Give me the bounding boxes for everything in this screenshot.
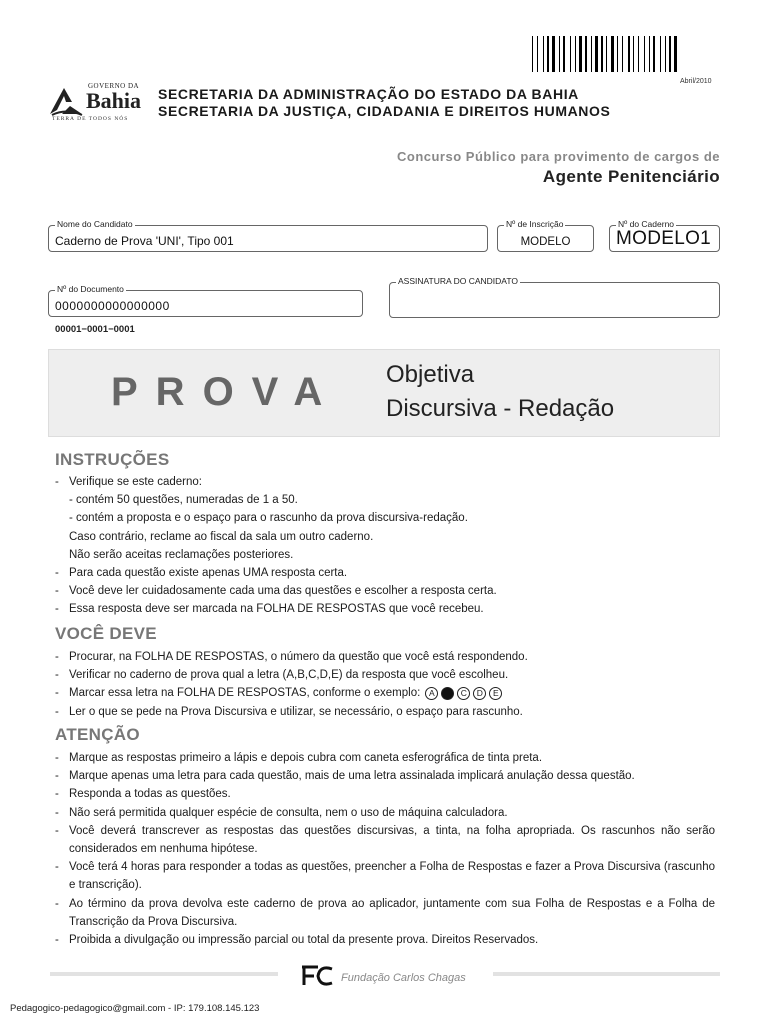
list-item: Caso contrário, reclame ao fiscal da sala um outro caderno.	[69, 530, 374, 543]
nome-label: Nome do Candidato	[57, 219, 133, 229]
documento-value: 0000000000000000	[55, 299, 170, 313]
list-item: - Você deve ler cuidadosamente cada uma das questões e escolher a resposta certa.	[55, 585, 497, 598]
atencao-list	[55, 749, 715, 949]
footer-org: Fundação Carlos Chagas	[341, 972, 466, 984]
barcode-bar	[539, 36, 542, 72]
barcode-bar	[662, 36, 664, 72]
barcode-bar	[649, 36, 650, 72]
bubble-d-icon: D	[473, 687, 486, 700]
barcode-bar	[633, 36, 634, 72]
instrucoes-list	[55, 473, 715, 619]
voce-deve-title: VOCÊ DEVE	[55, 624, 157, 643]
barcode-bar	[617, 36, 618, 72]
assinatura-label: ASSINATURA DO CANDIDATO	[398, 276, 518, 286]
header-title	[158, 86, 610, 120]
barcode-bar	[644, 36, 645, 72]
barcode-bar	[552, 36, 555, 72]
example-bubbles	[425, 687, 502, 700]
instrucoes-title: INSTRUÇÕES	[55, 450, 170, 469]
barcode-bar	[615, 36, 616, 72]
barcode-bar	[624, 36, 627, 72]
list-item: Não serão aceitas reclamações posteriores.	[69, 548, 294, 561]
footer-rule-right	[493, 972, 720, 976]
code-line: 00001−0001−0001	[55, 324, 135, 335]
barcode-bar	[534, 36, 536, 72]
barcode-bar	[591, 36, 592, 72]
barcode-bar	[669, 36, 671, 72]
barcode-bar	[604, 36, 605, 72]
barcode-bar	[665, 36, 666, 72]
list-item: - Proibida a divulgação ou impressão parcial ou total da presente prova. Direitos Reservados.	[55, 934, 539, 947]
bahia-logo	[48, 82, 148, 124]
barcode-bar	[611, 36, 614, 72]
barcode-bar	[638, 36, 639, 72]
caderno-field	[609, 219, 720, 252]
barcode-bar	[651, 36, 652, 72]
barcode-bar	[628, 36, 630, 72]
barcode-bar	[656, 36, 659, 72]
barcode-bar	[593, 36, 594, 72]
logo-mark-icon	[48, 84, 84, 118]
list-item: - Verificar no caderno de prova qual a letra (A,B,C,D,E) da resposta que você escolheu.	[55, 669, 509, 682]
barcode-bar	[532, 36, 533, 72]
barcode-bar	[559, 36, 560, 72]
inscricao-field	[497, 219, 594, 252]
list-item: - Procurar, na FOLHA DE RESPOSTAS, o número da questão que você está respondendo.	[55, 651, 528, 663]
barcode-bar	[635, 36, 637, 72]
fcc-logo-icon	[298, 963, 336, 989]
voce-deve-list	[55, 648, 715, 721]
barcode-bar	[601, 36, 603, 72]
prova-banner	[48, 349, 720, 437]
barcode-bar	[585, 36, 587, 72]
barcode-bar	[640, 36, 643, 72]
cargo-title: Agente Penitenciário	[542, 167, 720, 186]
bubble-c-icon: C	[457, 687, 470, 700]
atencao-title: ATENÇÃO	[55, 725, 140, 744]
list-item: - contém 50 questões, numeradas de 1 a 50.	[69, 494, 298, 507]
barcode-bar	[667, 36, 668, 72]
header-line-2: SECRETARIA DA JUSTIÇA, CIDADANIA E DIREITOS HUMANOS	[158, 103, 611, 119]
barcode-bar	[588, 36, 590, 72]
bottom-text: Pedagogico-pedagogico@gmail.com - IP: 179.108.145.123	[10, 1003, 260, 1014]
list-item: - Para cada questão existe apenas UMA resposta certa.	[55, 567, 348, 580]
barcode-bar	[674, 36, 677, 72]
barcode-bar	[561, 36, 562, 72]
barcode-bar	[575, 36, 576, 72]
list-item: - Marcar essa letra na FOLHA DE RESPOSTAS, conforme o exemplo: A C D E	[55, 684, 715, 702]
barcode-bar	[646, 36, 648, 72]
barcode-bar	[570, 36, 571, 72]
concurso-text: Concurso Público para provimento de cargos de	[396, 149, 720, 164]
barcode-bar	[608, 36, 610, 72]
header-line-1: SECRETARIA DA ADMINISTRAÇÃO DO ESTADO DA BAHIA	[158, 86, 579, 102]
list-item: - contém a proposta e o espaço para o rascunho da prova discursiva-redação.	[69, 512, 468, 525]
nome-value: Caderno de Prova 'UNI', Tipo 001	[55, 234, 234, 248]
barcode-bar	[537, 36, 538, 72]
logo-tagline: TERRA DE TODOS NÓS	[52, 116, 129, 122]
barcode	[532, 36, 720, 72]
bubble-b-filled-icon	[441, 687, 454, 700]
barcode-bar	[631, 36, 632, 72]
prova-type-1: Objetiva	[386, 361, 475, 388]
barcode-bar	[572, 36, 574, 72]
logo-name: Bahia	[86, 88, 142, 113]
prova-word: PROVA	[111, 370, 341, 414]
list-item: - Marque apenas uma letra para cada questão, mais de uma letra assinalada implicará anulação dessa questão.	[55, 770, 635, 783]
bubble-e-icon: E	[489, 687, 502, 700]
logo-top-text: GOVERNO DA	[88, 82, 140, 90]
date-code: Abril/2010	[680, 78, 712, 85]
barcode-bar	[547, 36, 549, 72]
list-item: - Marque as respostas primeiro a lápis e depois cubra com caneta esferográfica de tinta preta.	[55, 752, 543, 764]
barcode-bar	[566, 36, 569, 72]
barcode-bar	[550, 36, 551, 72]
barcode-bar	[583, 36, 584, 72]
barcode-bar	[543, 36, 544, 72]
barcode-bar	[577, 36, 578, 72]
list-item: - Ao término da prova devolva este caderno de prova ao aplicador, juntamente com sua Folha de Respostas e a Folha de Transcrição da Prova Discursiva.	[55, 897, 715, 928]
barcode-bar	[606, 36, 607, 72]
nome-field	[48, 219, 488, 252]
assinatura-field[interactable]	[389, 276, 720, 318]
barcode-bar	[660, 36, 661, 72]
barcode-bar	[622, 36, 623, 72]
documento-label: Nº do Documento	[57, 284, 124, 294]
documento-field	[48, 284, 363, 317]
barcode-bar	[678, 36, 679, 72]
barcode-bar	[595, 36, 598, 72]
inscricao-value: MODELO	[520, 236, 571, 248]
prova-type	[386, 358, 614, 426]
list-item: - Ler o que se pede na Prova Discursiva e utilizar, se necessário, o espaço para rascunho.	[55, 705, 523, 718]
caderno-value: MODELO1	[616, 228, 712, 249]
barcode-bar	[599, 36, 600, 72]
barcode-bar	[672, 36, 673, 72]
barcode-bar	[563, 36, 565, 72]
barcode-bar	[545, 36, 546, 72]
barcode-bar	[619, 36, 621, 72]
list-item: - Você terá 4 horas para responder a todas as questões, preencher a Folha de Respostas e fazer a Prova Discursiva (rascunho e transcrição).	[55, 861, 715, 892]
caderno-label: Nº do Caderno	[618, 219, 675, 229]
list-item: - Não será permitida qualquer espécie de consulta, nem o uso de máquina calculadora.	[55, 806, 508, 819]
footer-rule-left	[50, 972, 278, 976]
barcode-bar	[579, 36, 582, 72]
barcode-bar	[556, 36, 558, 72]
list-item: - Essa resposta deve ser marcada na FOLHA DE RESPOSTAS que você recebeu.	[55, 603, 484, 616]
bubble-a-icon: A	[425, 687, 438, 700]
inscricao-label: Nº de Inscrição	[506, 219, 564, 229]
list-item: - Verifique se este caderno:	[55, 476, 202, 488]
barcode-bar	[653, 36, 655, 72]
list-item: - Responda a todas as questões.	[55, 788, 231, 801]
list-item: - Você deverá transcrever as respostas das questões discursivas, a tinta, na folha apropriada. Os rascunhos não serão considerados em nenhuma hipótese.	[55, 824, 715, 856]
prova-type-2: Discursiva - Redação	[386, 395, 615, 422]
